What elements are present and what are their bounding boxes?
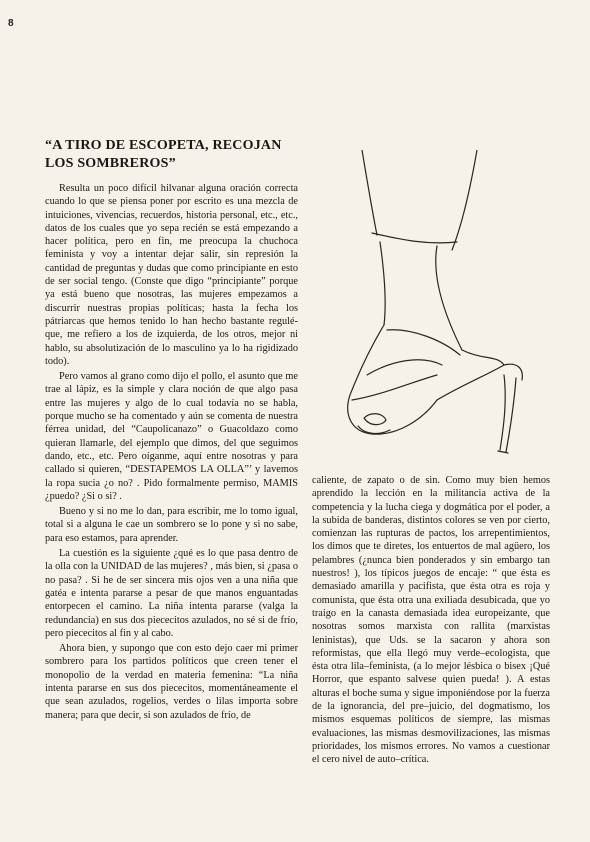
paragraph: Ahora bien, y supongo que con esto dejo caer mi primer sombrero para los partidos políticos que creen tener el monopolio de la verdad en materia femenina: “La niña intenta pararse en sus dos piececitos, momentáneamente el que sean azulados, rogelios, verdes o lilas importa sobre manera; para que decir, si son azulados de frío, de <box>45 643 298 721</box>
paragraph: caliente, de zapato o de sin. Como muy bien hemos aprendido la lección en la militancia activa de la competencia y la lucha ciega y dogmática por el poder, a la subida de banderas, distintos colores se ven por cierto, comienzan las rupturas de pactos, los arrepentimientos, los dimos que te diretes, los entuertos de mal agüero, los pelambres (¿nunca bien ponderados y sin embargo tan nuestros! ), los típicos juegos de encaje: “ que ésta es demasiado amarilla y pacifista, que ésta otra es roja y comunista, que ésta otra una exiliada desubicada, que yo traigo en la canasta demasiada idea europeizante, que nosotras somos marxista con rallita (marxistas leninistas), que Uds. se la sacaron y ahora son reformistas, que ella llegó muy verde–ecologista, que ésta otra lila–feminista, (a lo mejor lésbica o bisex ¡Qué Horror, que espanto salvese quien pueda! ). A estas alturas el boche suma y sigue imponiéndose por la fuerza de la ignorancia, del pre–juicio, del dogmatismo, los mismos esquemas políticos de siempre, las mismas evaluaciones, las mismas desmovilizaciones, las mismas prioridades, los mismos errores. No vamos a cuestionar el cero nivel de auto–crítica. <box>312 475 550 766</box>
paragraph: Pero vamos al grano como dijo el pollo, el asunto que me trae al lápiz, es la simple y clara noción de que algo pasa entre las mujeres y algo de lo cual todavía no se habla, porque mucho se ha comentado y aún se comenta de nuestra férrea unidad, del “Caupolicanazo” o Guacoldazo como quieran llamarle, del ejemplo que dimos, del que seguimos dando, etc., etc. Pero oíganme, aquí entre nosotras y para callado si quieren, “DESTAPEMOS LA OLLA”’ y lavemos la ropa sucia ¿o no? . Pido formalmente permiso, MAMIS ¿puedo? ¿Si o si? . <box>45 371 298 502</box>
shoe-illustration <box>292 150 590 465</box>
article-title <box>45 137 305 173</box>
paragraph: Bueno y si no me lo dan, para escribir, me lo tomo igual, total si a alguna le cae un sombrero se lo pone y si no sabe, para eso estamos, para aprender. <box>45 506 298 544</box>
right-column <box>312 474 550 834</box>
article-title-line-2: LOS SOMBREROS” <box>45 156 176 171</box>
article-title-line-1: “A TIRO DE ESCOPETA, RECOJAN <box>45 138 282 153</box>
paragraph: La cuestión es la siguiente ¿qué es lo que pasa dentro de la olla con la UNIDAD de las mujeres? , más bien, si ¿pasa o no pasa? . Si he de ser sincera mis ojos ven a una niña que gatéa e intenta pararse a pesar de que manos enguantadas entorpecen el camino. La niña intenta pararse (valga la redundancia) en sus dos piececitos azulados, no sé si de frío, pero piececitos al fin y al cabo. <box>45 548 298 639</box>
paragraph: Resulta un poco difícil hilvanar alguna oración correcta cuando lo que se piensa poner por escrito es una mezcla de intuiciones, vivencias, recuerdos, historia personal, etc., etc., datos de los cuales que yo sepa recién se está empezando a hacer política, pero en fin, me preocupa la chuchoca feminista y voy a intentar dejar salir, sin represión la cantidad de preguntas y dudas que como principiante en esto de ser social tengo. (Conste que digo “principiante” porque ya está bueno que nosotras, las mujeres empezamos a discurrir nuestras propias políticas; hasta la fecha los pátriarcas que hemos tenido lo han hecho bastante regulé-que, me refiero a los de izquierda, de los otros, mejor ni hablo, su absolutización de lo masculino ya lo ha rigidizado todo). <box>45 183 298 367</box>
high-heel-foot-drawing <box>292 150 590 465</box>
left-column <box>45 182 298 832</box>
page-number: 8 <box>8 18 14 29</box>
